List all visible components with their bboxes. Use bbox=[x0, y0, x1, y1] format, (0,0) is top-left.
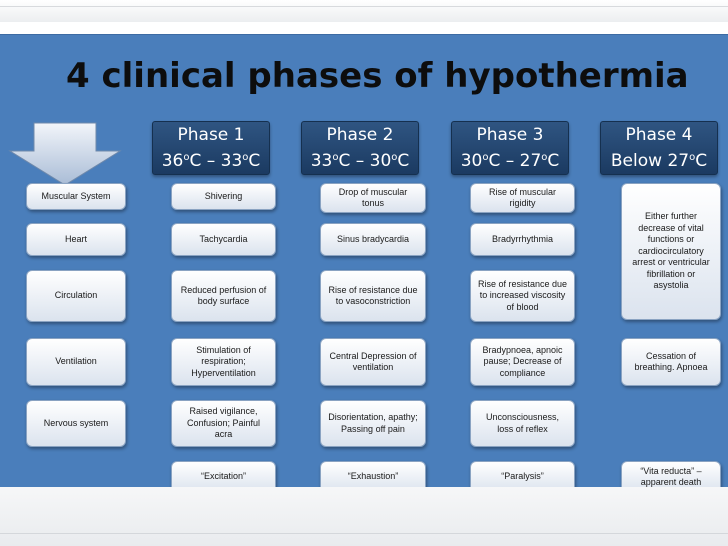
phase3-muscular-cell: Rise of muscular rigidity bbox=[470, 183, 575, 213]
phase4-stage-label: “Vita reducta” – apparent death bbox=[621, 461, 721, 493]
phase-2-header bbox=[301, 121, 419, 175]
phase3-circulation-cell: Rise of resistance due to increased viscosity of blood bbox=[470, 270, 575, 322]
phase-1-range: 36$^o$C – 33$^o$C bbox=[161, 151, 261, 171]
phase2-muscular-cell: Drop of muscular tonus bbox=[320, 183, 426, 213]
phase1-heart-cell: Tachycardia bbox=[171, 223, 276, 256]
phase3-ventilation-cell: Bradypnoea, apnoic pause; Decrease of compliance bbox=[470, 338, 575, 386]
phase-3-header bbox=[451, 121, 569, 175]
phase1-nervous-cell: Raised vigilance, Confusion; Painful acra bbox=[171, 400, 276, 447]
system-label-ventilation: Ventilation bbox=[26, 338, 126, 386]
phase-2-range: 33$^o$C – 30$^o$C bbox=[310, 151, 410, 171]
phase-4-header bbox=[600, 121, 718, 175]
slide-title: 4 clinical phases of hypothermia bbox=[66, 56, 689, 96]
phase-4-name: Phase 4 bbox=[625, 125, 693, 145]
phase3-stage-label: “Paralysis” bbox=[470, 461, 575, 493]
system-label-circulation: Circulation bbox=[26, 270, 126, 322]
system-label-muscular: Muscular System bbox=[26, 183, 126, 210]
phase3-heart-cell: Bradyrrhythmia bbox=[470, 223, 575, 256]
top-band bbox=[0, 0, 728, 22]
phase4-cardio-cell: Either further decrease of vital functions or cardiocirculatory arrest or ventricular fibrillation or asystolia bbox=[621, 183, 721, 320]
system-label-nervous: Nervous system bbox=[26, 400, 126, 447]
down-arrow-icon bbox=[8, 122, 122, 186]
phase2-nervous-cell: Disorientation, apathy; Passing off pain bbox=[320, 400, 426, 447]
phase4-ventilation-cell: Cessation of breathing. Apnoea bbox=[621, 338, 721, 386]
phase-3-name: Phase 3 bbox=[476, 125, 544, 145]
phase-4-range: Below 27$^o$C bbox=[610, 151, 708, 171]
phase2-heart-cell: Sinus bradycardia bbox=[320, 223, 426, 256]
phase-1-name: Phase 1 bbox=[177, 125, 245, 145]
top-rule bbox=[0, 6, 728, 7]
phase2-ventilation-cell: Central Depression of ventilation bbox=[320, 338, 426, 386]
phase2-stage-label: “Exhaustion” bbox=[320, 461, 426, 493]
phase1-circulation-cell: Reduced perfusion of body surface bbox=[171, 270, 276, 322]
phase-1-header bbox=[152, 121, 270, 175]
system-label-heart: Heart bbox=[26, 223, 126, 256]
phase1-ventilation-cell: Stimulation of respiration; Hyperventilation bbox=[171, 338, 276, 386]
phase1-stage-label: “Excitation” bbox=[171, 461, 276, 493]
phase-2-name: Phase 2 bbox=[326, 125, 394, 145]
phase3-nervous-cell: Unconsciousness, loss of reflex bbox=[470, 400, 575, 447]
phase-3-range: 30$^o$C – 27$^o$C bbox=[460, 151, 560, 171]
bottom-rule bbox=[0, 533, 728, 534]
phase1-muscular-cell: Shivering bbox=[171, 183, 276, 210]
bottom-band bbox=[0, 487, 728, 546]
phase2-circulation-cell: Rise of resistance due to vasoconstriction bbox=[320, 270, 426, 322]
